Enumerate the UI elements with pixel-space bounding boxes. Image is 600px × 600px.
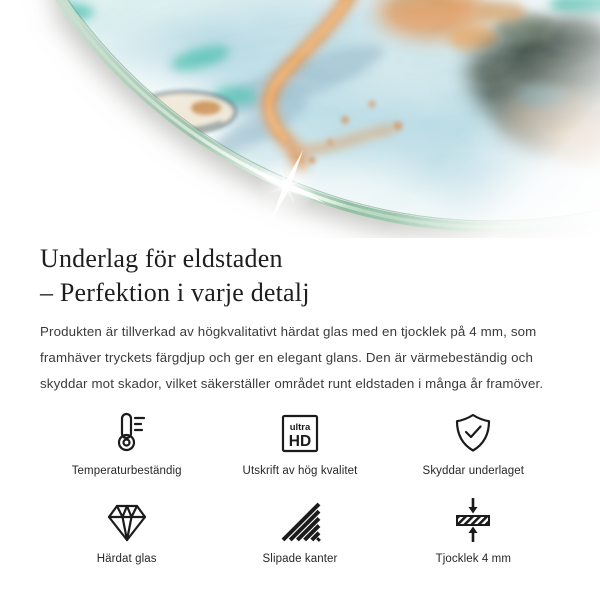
page-title xyxy=(40,242,560,310)
thickness-icon xyxy=(449,496,497,544)
product-description: Produkten är tillverkad av högkvalitativt härdat glas med en tjocklek på 4 mm, som framhäver tryckets färgdjup och ger en elegant glans. Den är värmebeständig och skyddar mot skador, vilket säkerställer området runt eldstaden i många år framöver. xyxy=(40,324,544,391)
shield-check-icon xyxy=(450,408,496,456)
feature-label: Härdat glas xyxy=(96,553,157,565)
ultra-hd-icon xyxy=(276,408,324,456)
feature-thickness xyxy=(387,496,560,566)
feature-label: Skyddar underlaget xyxy=(422,465,525,477)
feature-polished-edges xyxy=(213,496,386,566)
diamond-icon xyxy=(103,496,151,544)
thermometer-icon xyxy=(104,408,150,456)
feature-label: Utskrift av hög kvalitet xyxy=(242,465,358,477)
feature-print-quality xyxy=(213,408,386,478)
page-title-line1: Underlag för eldstaden xyxy=(40,244,283,273)
feature-temperature xyxy=(40,408,213,478)
feature-tempered-glass xyxy=(40,496,213,566)
page-title-line2: – Perfektion i varje detalj xyxy=(40,278,310,307)
svg-text:HD: HD xyxy=(288,433,312,450)
glass-panel-image xyxy=(0,0,600,238)
feature-label: Temperaturbeständig xyxy=(71,465,182,477)
feature-grid xyxy=(40,408,560,566)
feature-label: Slipade kanter xyxy=(262,553,338,565)
feature-protection xyxy=(387,408,560,478)
feature-label: Tjocklek 4 mm xyxy=(435,553,512,565)
bevelled-edges-icon xyxy=(277,496,323,544)
product-hero-image xyxy=(0,0,600,238)
product-info-section xyxy=(0,242,600,566)
svg-text:ultra: ultra xyxy=(289,422,311,433)
